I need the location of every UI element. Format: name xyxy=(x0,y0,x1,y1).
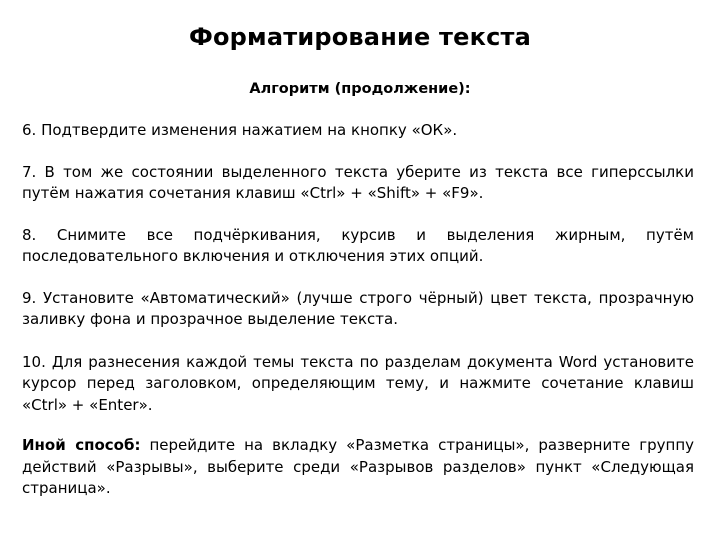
step-10-paragraph: 10. Для разнесения каждой темы текста по разделам документа Word установите курсор перед заголовком, определяющим тему, и нажмите сочетание клавиш «Ctrl» + «Enter». xyxy=(22,352,694,414)
alternative-method-text: перейдите на вкладку «Разметка страницы», разверните группу действий «Разрывы», выберите среди «Разрывов разделов» пункт «Следующая страница». xyxy=(22,436,695,497)
step-7-paragraph: 7. В том же состоянии выделенного текста уберите из текста все гиперссылки путём нажатия сочетания клавиш «Ctrl» + «Shift» + «F9». xyxy=(22,162,694,202)
step-6-paragraph: 6. Подтвердите изменения нажатием на кнопку «ОК». xyxy=(22,121,458,139)
alternative-method-label: Иной способ: xyxy=(22,436,141,454)
slide-body xyxy=(22,120,694,519)
alternative-method-paragraph xyxy=(22,435,694,500)
slide-title: Форматирование текста xyxy=(188,23,532,51)
step-9-paragraph: 9. Установите «Автоматический» (лучше строго чёрный) цвет текста, прозрачную заливку фона и прозрачное выделение текста. xyxy=(22,288,694,328)
step-8-paragraph: 8. Снимите все подчёркивания, курсив и выделения жирным, путём последовательного включения и отключения этих опций. xyxy=(22,225,694,265)
slide-subtitle: Алгоритм (продолжение): xyxy=(249,81,471,97)
